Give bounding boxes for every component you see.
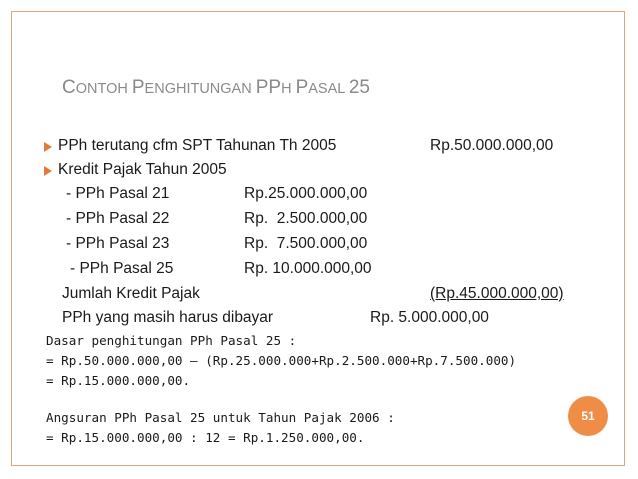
title-part: 25 (348, 77, 370, 98)
installment-line: Angsuran PPh Pasal 25 untuk Tahun Pajak 2006 : (46, 410, 395, 425)
remaining-tax-label: PPh yang masih harus dibayar (62, 309, 274, 326)
credit-label: - PPh Pasal 23 (66, 235, 170, 252)
credit-value: Rp. 2.500.000,00 (244, 210, 368, 227)
calc-line: Dasar penghitungan PPh Pasal 25 : (46, 333, 297, 348)
title-part: C (62, 77, 76, 98)
title-part: ENGHITUNGAN (144, 81, 256, 97)
credit-value: Rp. 10.000.000,00 (244, 260, 372, 277)
credit-value: Rp.25.000.000,00 (244, 185, 368, 202)
remaining-tax-value: Rp. 5.000.000,00 (370, 309, 489, 326)
calc-line: = Rp.50.000.000,00 – (Rp.25.000.000+Rp.2.500.000+Rp.7.500.000) (46, 353, 517, 368)
credit-value: Rp. 7.500.000,00 (244, 235, 368, 252)
title-part: P (295, 77, 309, 98)
title-part: ASAL (308, 81, 349, 97)
credit-label: - PPh Pasal 22 (66, 210, 170, 227)
installment-line: = Rp.15.000.000,00 : 12 = Rp.1.250.000,00. (46, 430, 365, 445)
title-part: PP (255, 77, 282, 98)
bullet-tax-due-label: PPh terutang cfm SPT Tahunan Th 2005 (58, 137, 337, 154)
bullet-tax-due-value: Rp.50.000.000,00 (430, 137, 554, 154)
total-credit-label: Jumlah Kredit Pajak (62, 285, 200, 302)
title-part: ONTOH (75, 81, 132, 97)
total-credit-value: (Rp.45.000.000,00) (430, 285, 564, 302)
calc-line: = Rp.15.000.000,00. (46, 373, 191, 388)
title-part: P (131, 77, 145, 98)
bullet-arrow-icon (44, 142, 52, 152)
title-part: H (281, 81, 296, 97)
page-number-badge: 51 (568, 396, 608, 436)
slide-title (62, 77, 602, 99)
bullet-tax-credit-label: Kredit Pajak Tahun 2005 (58, 161, 227, 178)
credit-label: - PPh Pasal 21 (66, 185, 170, 202)
bullet-arrow-icon (44, 166, 52, 176)
credit-label: - PPh Pasal 25 (70, 260, 174, 277)
